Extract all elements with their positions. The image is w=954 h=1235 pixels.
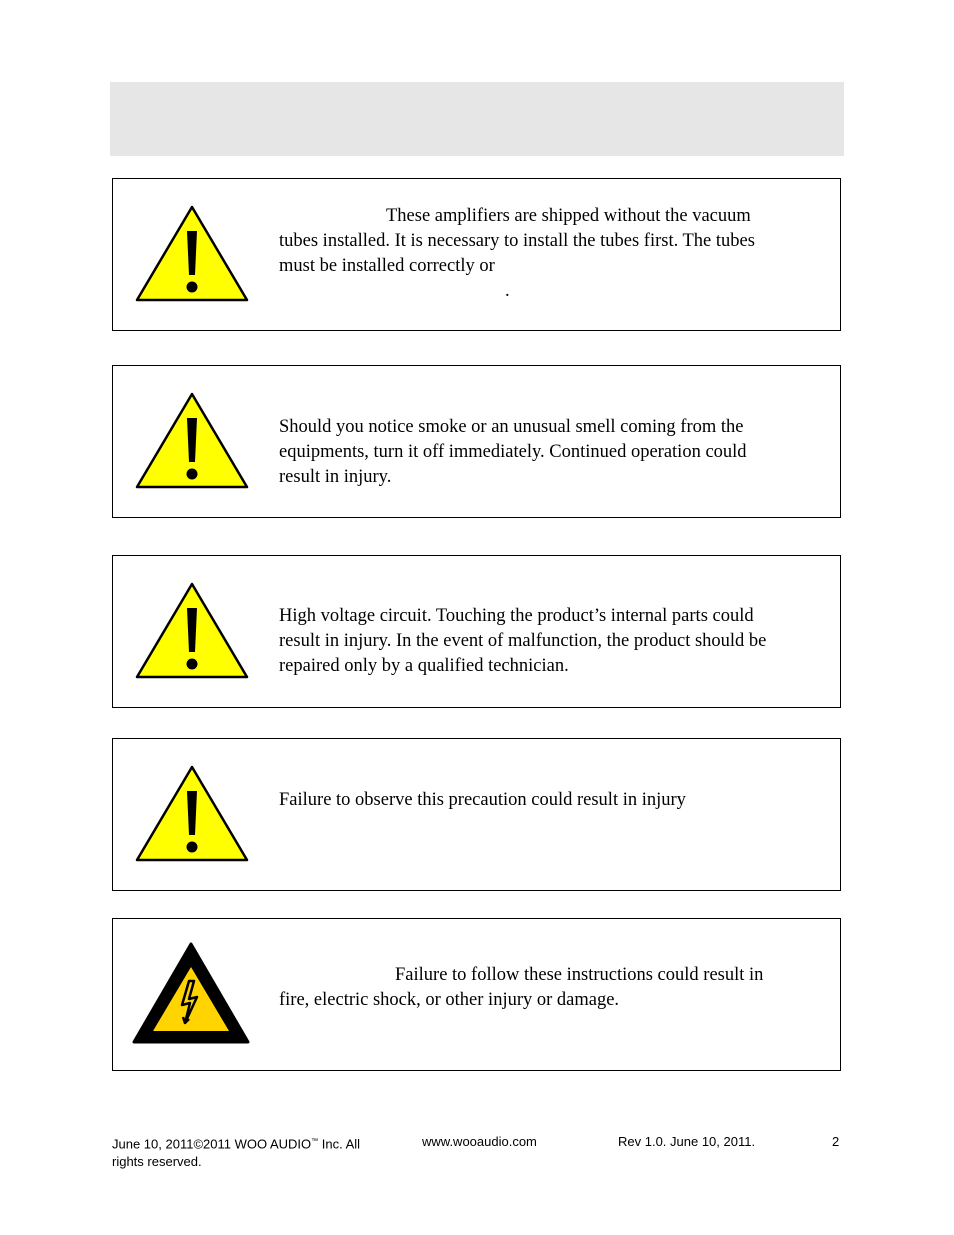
- warning-line: must be installed correctly or: [279, 256, 495, 276]
- warning-line: Failure to observe this precaution could result in injury: [279, 790, 686, 810]
- warning-box-tubes: [112, 178, 841, 331]
- warning-line: Failure to follow these instructions could result in: [395, 965, 764, 985]
- warning-box-high-voltage: [112, 555, 841, 708]
- warning-triangle-icon: [133, 763, 251, 865]
- warning-box-precaution: [112, 738, 841, 891]
- footer-revision: Rev 1.0. June 10, 2011.: [618, 1134, 756, 1149]
- warning-box-electric-shock: [112, 918, 841, 1071]
- warning-triangle-icon: [133, 580, 251, 682]
- warning-line: High voltage circuit. Touching the product’s internal parts could: [279, 606, 754, 626]
- warning-line: repaired only by a qualified technician.: [279, 656, 569, 676]
- footer-copyright-end: Inc. All: [318, 1136, 361, 1152]
- footer-copyright-line2: rights reserved.: [112, 1154, 202, 1169]
- header-band: [110, 82, 844, 156]
- footer-website: www.wooaudio.com: [422, 1134, 537, 1149]
- warning-line: result in injury. In the event of malfunction, the product should be: [279, 631, 767, 651]
- warning-line: result in injury.: [279, 467, 392, 487]
- warning-triangle-icon: [133, 390, 251, 492]
- warning-triangle-icon: [133, 203, 251, 305]
- warning-box-smoke: [112, 365, 841, 518]
- footer-copyright: [112, 1132, 360, 1153]
- warning-line: Should you notice smoke or an unusual smell coming from the: [279, 417, 744, 437]
- trademark-mark: ™: [311, 1138, 319, 1145]
- electric-shock-icon: [131, 941, 251, 1047]
- warning-line: tubes installed. It is necessary to install the tubes first. The tubes: [279, 231, 755, 251]
- footer-copyright-text: June 10, 2011©2011 WOO AUDIO: [112, 1136, 312, 1152]
- footer-page-number: 2: [832, 1134, 840, 1149]
- warning-line: equipments, turn it off immediately. Continued operation could: [279, 442, 747, 462]
- warning-line: fire, electric shock, or other injury or damage.: [279, 990, 620, 1010]
- warning-line: .: [505, 281, 510, 301]
- warning-line: These amplifiers are shipped without the vacuum: [386, 206, 751, 226]
